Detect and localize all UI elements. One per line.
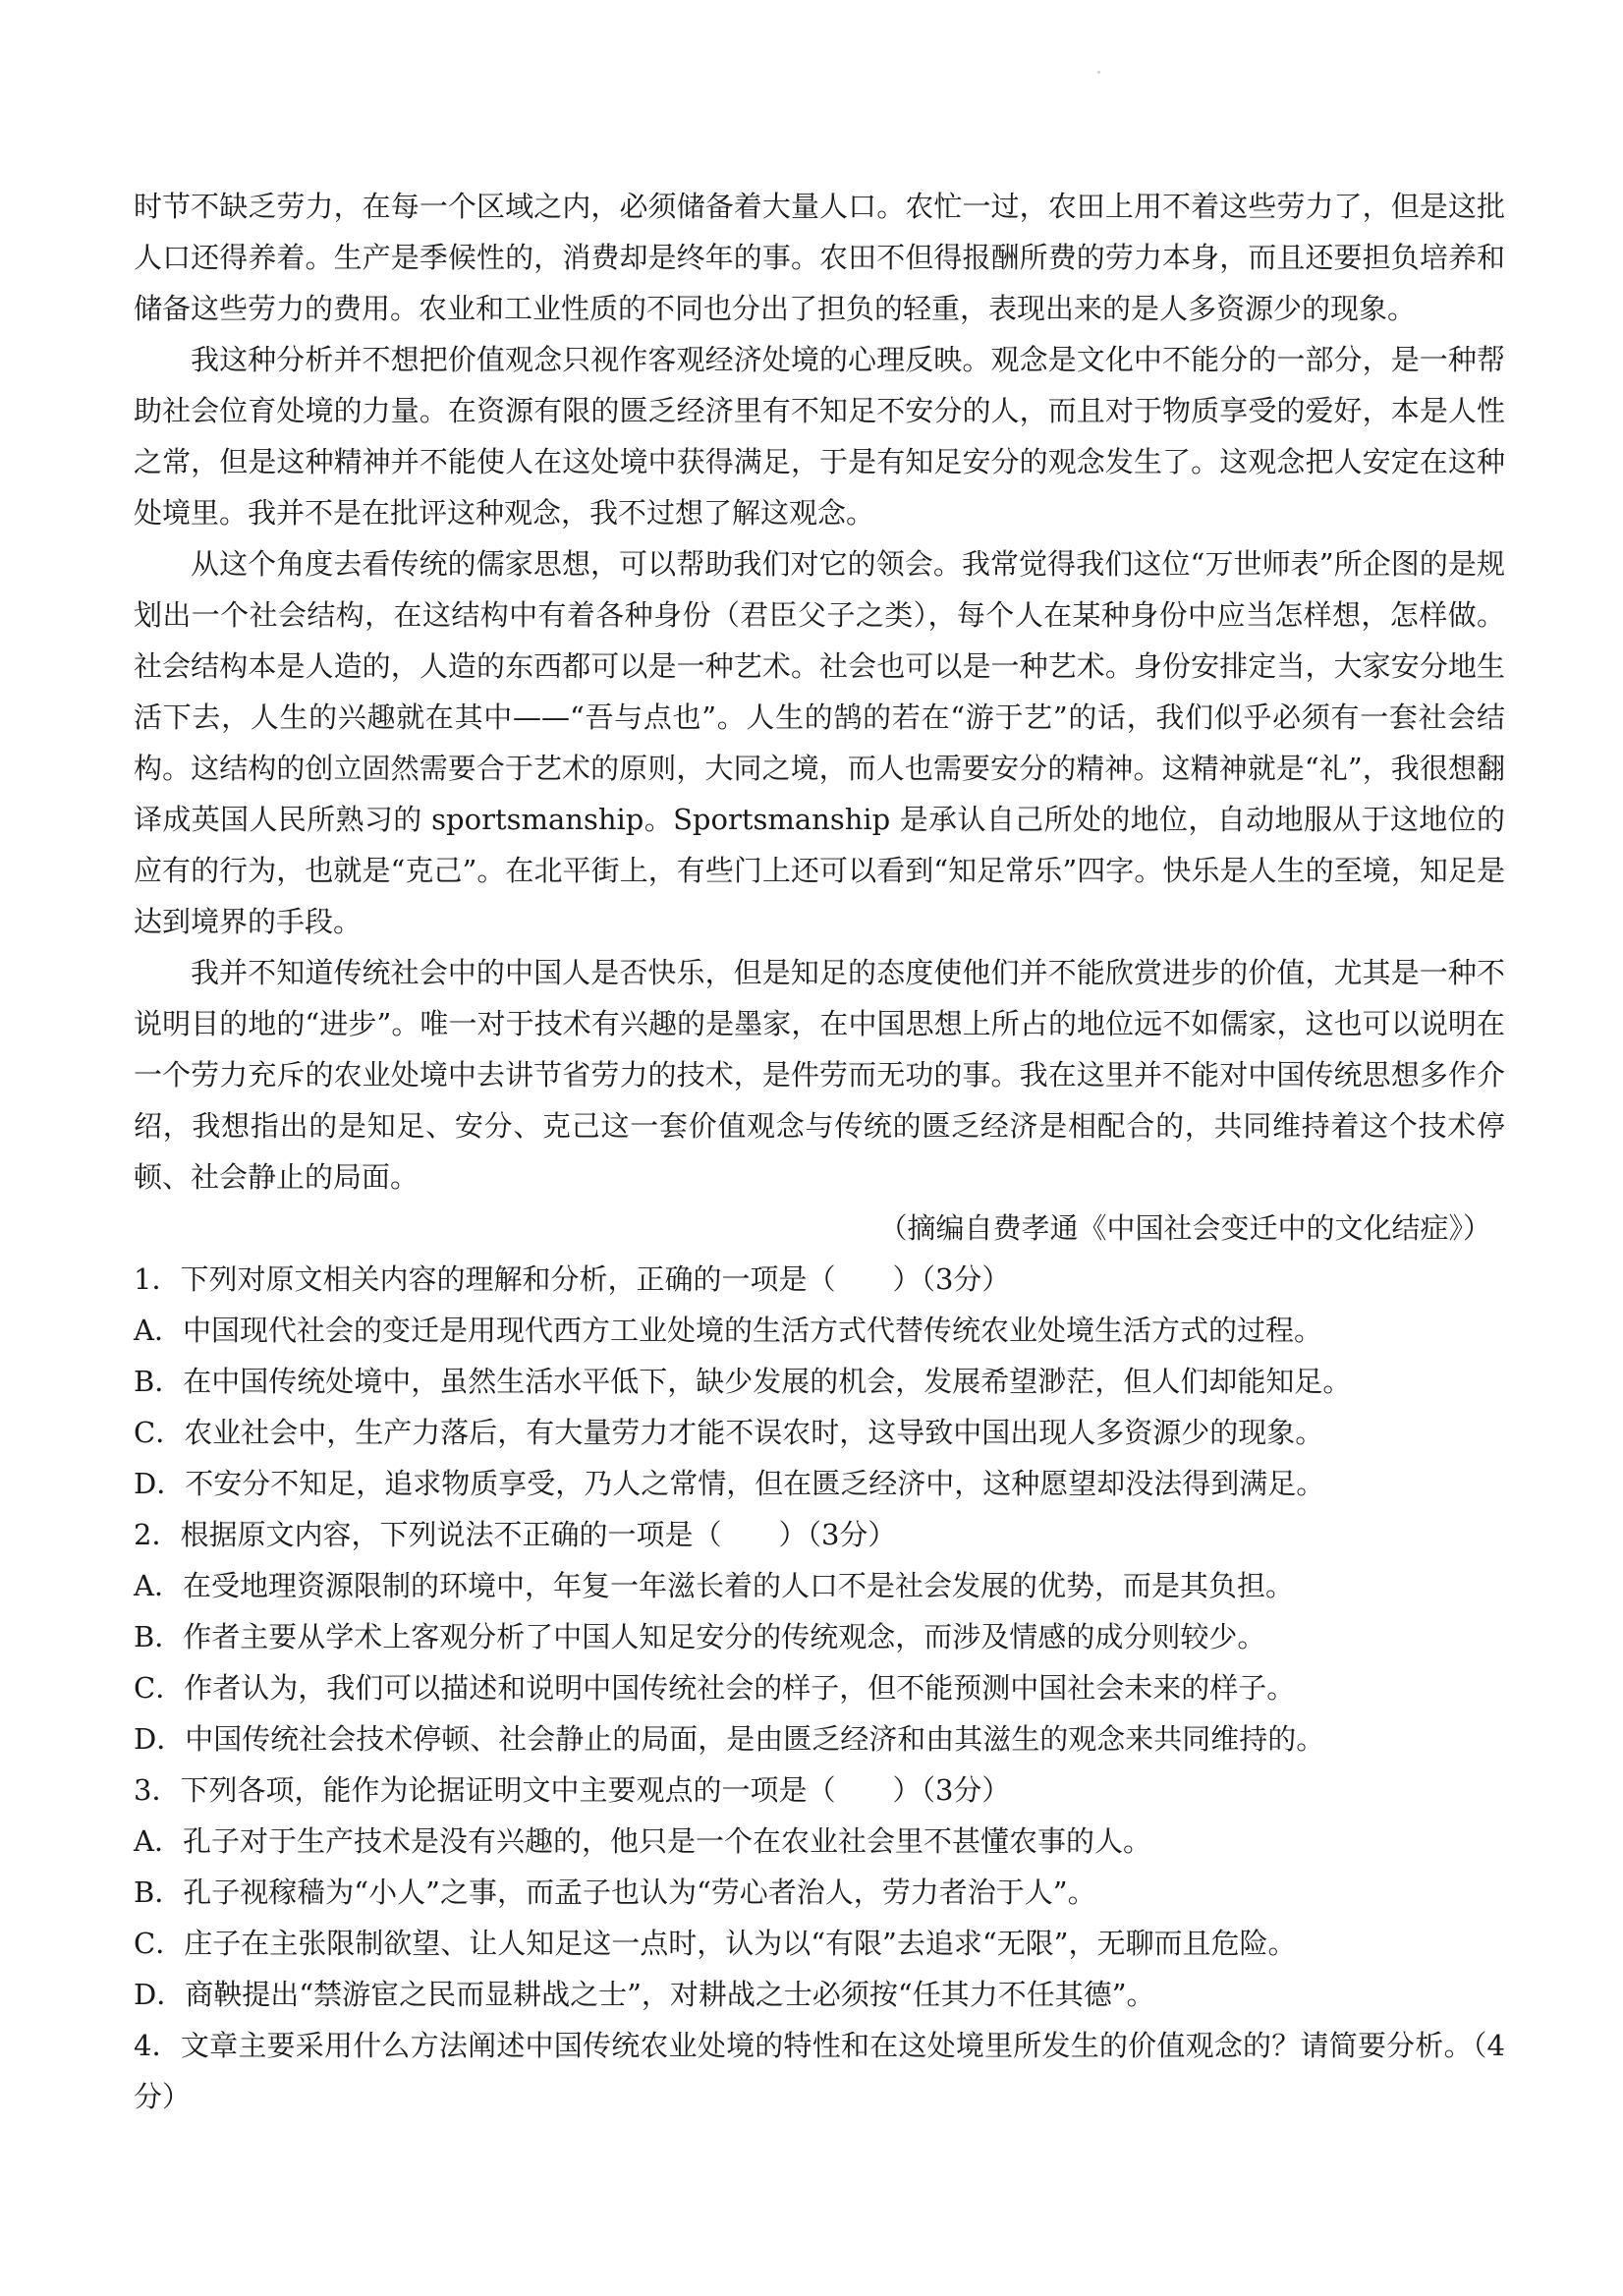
option-b: B．在中国传统处境中，虽然生活水平低下，缺少发展的机会，发展希望渺茫，但人们却能知足。 <box>134 1365 1352 1398</box>
option-b: B．孔子视稼穑为“小人”之事，而孟子也认为“劳心者治人，劳力者治于人”。 <box>134 1876 1096 1909</box>
question-1 <box>134 1254 1505 1509</box>
option-c: C．农业社会中，生产力落后，有大量劳力才能不误农时，这导致中国出现人多资源少的现象。 <box>134 1416 1324 1449</box>
option-a: A．在受地理资源限制的环境中，年复一年滋长着的人口不是社会发展的优势，而是其负担。 <box>134 1569 1294 1602</box>
passage-paragraph-1: 时节不缺乏劳力，在每一个区域之内，必须储备着大量人口。农忙一过，农田上用不着这些劳力了，但是这批人口还得养着。生产是季候性的，消费却是终年的事。农田不但得报酬所费的劳力本身，而且还要担负培养和储备这些劳力的费用。农业和工业性质的不同也分出了担负的轻重，表现出来的是人多资源少的现象。 <box>134 190 1505 325</box>
question-2 <box>134 1509 1505 1764</box>
document-page <box>134 181 1505 2122</box>
option-c: C．庄子在主张限制欲望、让人知足这一点时，认为以“有限”去追求“无限”，无聊而且危险。 <box>134 1927 1297 1960</box>
question-4 <box>134 2020 1505 2122</box>
passage-paragraph-3: 从这个角度去看传统的儒家思想，可以帮助我们对它的领会。我常觉得我们这位“万世师表”所企图的是规划出一个社会结构，在这结构中有着各种身份（君臣父子之类），每个人在某种身份中应当怎样想，怎样做。社会结构本是人造的，人造的东西都可以是一种艺术。社会也可以是一种艺术。身份安排定当，大家安分地生活下去，人生的兴趣就在其中——“吾与点也”。人生的鹄的若在“游于艺”的话，我们似乎必须有一套社会结构。这结构的创立固然需要合于艺术的原则，大同之境，而人也需要安分的精神。这精神就是“礼”，我很想翻译成英国人民所熟习的 sportsmanship。Sportsmanship 是承认自己所处的地位，自动地服从于这地位的应有的行为，也就是“克己”。在北平街上，有些门上还可以看到“知足常乐”四字。快乐是人生的至境，知足是达到境界的手段。 <box>134 547 1505 938</box>
scan-speck <box>1097 71 1100 74</box>
passage-paragraph-4: 我并不知道传统社会中的中国人是否快乐，但是知足的态度使他们并不能欣赏进步的价值，尤其是一种不说明目的地的“进步”。唯一对于技术有兴趣的是墨家，在中国思想上所占的地位远不如儒家，这也可以说明在一个劳力充斥的农业处境中去讲节省劳力的技术，是件劳而无功的事。我在这里并不能对中国传统思想多作介绍，我想指出的是知足、安分、克己这一套价值观念与传统的匮乏经济是相配合的，共同维持着这个技术停顿、社会静止的局面。 <box>134 956 1505 1194</box>
option-d: D．商鞅提出“禁游宦之民而显耕战之士”，对耕战之士必须按“任其力不任其德”。 <box>134 1978 1155 2011</box>
option-a: A．孔子对于生产技术是没有兴趣的，他只是一个在农业社会里不甚懂农事的人。 <box>134 1824 1151 1858</box>
passage-paragraph-2: 我这种分析并不想把价值观念只视作客观经济处境的心理反映。观念是文化中不能分的一部分，是一种帮助社会位育处境的力量。在资源有限的匮乏经济里有不知足不安分的人，而且对于物质享受的爱好，本是人性之常，但是这种精神并不能使人在这处境中获得满足，于是有知足安分的观念发生了。这观念把人安定在这种处境里。我并不是在批评这种观念，我不过想了解这观念。 <box>134 343 1505 530</box>
option-b: B．作者主要从学术上客观分析了中国人知足安分的传统观念，而涉及情感的成分则较少。 <box>134 1620 1266 1653</box>
option-c: C．作者认为，我们可以描述和说明中国传统社会的样子，但不能预测中国社会未来的样子。 <box>134 1671 1296 1705</box>
option-d: D．中国传统社会技术停顿、社会静止的局面，是由匮乏经济和由其滋生的观念来共同维持的。 <box>134 1722 1325 1756</box>
passage-source: （摘编自费孝通《中国社会变迁中的文化结症》） <box>878 1211 1491 1245</box>
question-stem: 2．根据原文内容，下列说法不正确的一项是（ ）（3分） <box>134 1518 897 1551</box>
option-a: A．中国现代社会的变迁是用现代西方工业处境的生活方式代替传统农业处境生活方式的过程。 <box>134 1314 1322 1347</box>
question-stem: 3．下列各项，能作为论据证明文中主要观点的一项是（ ）（3分） <box>134 1773 1011 1807</box>
option-d: D．不安分不知足，追求物质享受，乃人之常情，但在匮乏经济中，这种愿望却没法得到满足。 <box>134 1467 1325 1500</box>
question-3 <box>134 1764 1505 2020</box>
question-stem: 1．下列对原文相关内容的理解和分析，正确的一项是（ ）（3分） <box>134 1262 1011 1296</box>
question-stem: 4．文章主要采用什么方法阐述中国传统农业处境的特性和在这处境里所发生的价值观念的？请简要分析。（4分） <box>134 2029 1505 2113</box>
